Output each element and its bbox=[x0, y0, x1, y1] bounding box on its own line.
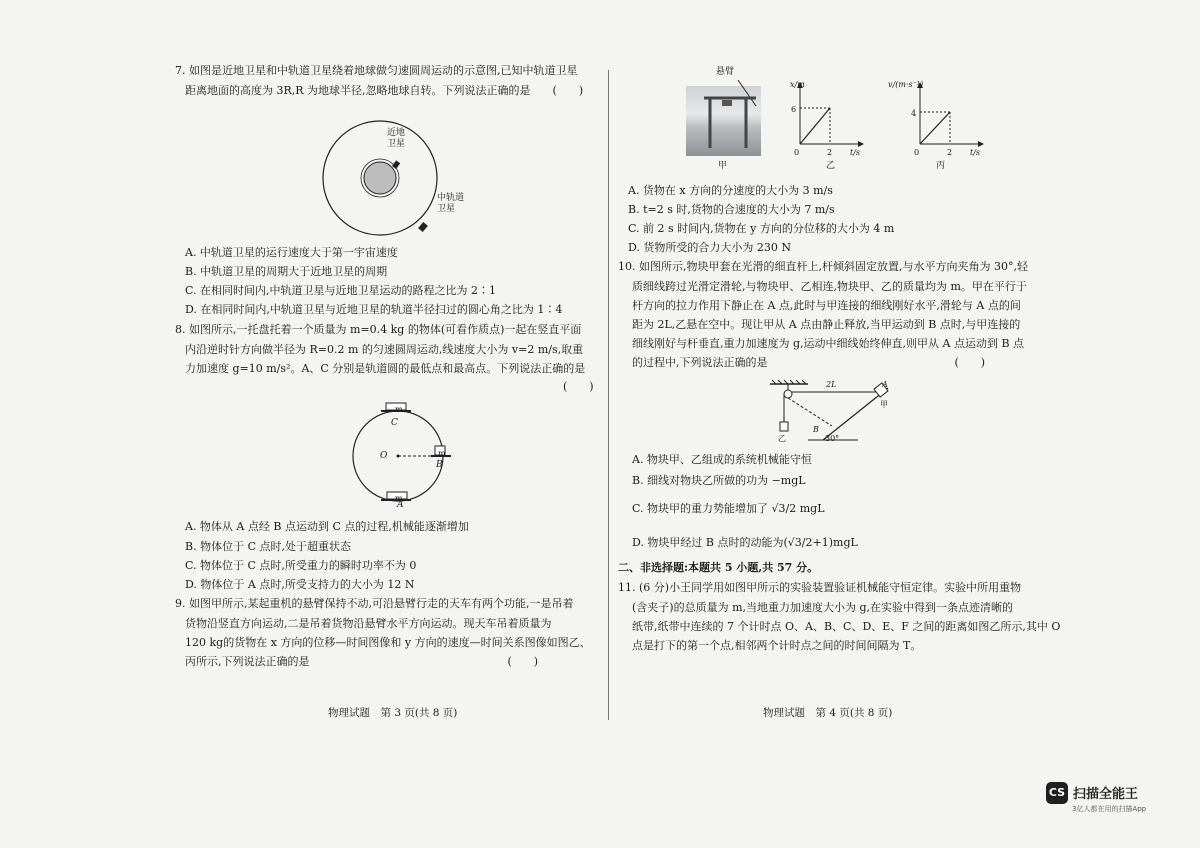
q9-option-a: A. 货物在 x 方向的分速度的大小为 3 m/s bbox=[628, 184, 833, 197]
q8-stem-line4: ( ) bbox=[563, 380, 594, 393]
q9-caption-bing: 丙 bbox=[936, 161, 946, 171]
q9-stem-line2: 货物沿竖直方向运动,二是吊着货物沿悬臂水平方向运动。现天车吊着质量为 bbox=[185, 617, 552, 630]
scanner-app-slogan: 3亿人都在用的扫描App bbox=[1072, 805, 1147, 813]
q7-option-b: B. 中轨道卫星的周期大于近地卫星的周期 bbox=[185, 265, 388, 278]
q10-label-jia: 甲 bbox=[880, 400, 888, 409]
q10-label-2l: 2L bbox=[826, 380, 837, 389]
q9-g2-ylabel: v/(m·s⁻¹) bbox=[888, 80, 924, 89]
q10-option-c: C. 物块甲的重力势能增加了 √3/2 mgL bbox=[632, 502, 825, 515]
q9-stem-line4: 丙所示,下列说法正确的是 ( ) bbox=[185, 655, 539, 668]
q9-g1-origin: 0 bbox=[794, 148, 800, 157]
left-page bbox=[175, 60, 605, 730]
q7-stem-line1: 7. 如图是近地卫星和中轨道卫星绕着地球做匀速圆周运动的示意图,已知中轨道卫星 bbox=[175, 64, 578, 77]
q8-label-o: O bbox=[380, 451, 388, 461]
q9-option-b: B. t=2 s 时,货物的合速度的大小为 7 m/s bbox=[628, 203, 835, 216]
q8-label-b: B bbox=[436, 460, 443, 470]
q10-option-d: D. 物块甲经过 B 点时的动能为(√3/2+1)mgL bbox=[632, 536, 858, 549]
q9-g1-ylabel: x/m bbox=[790, 80, 805, 89]
q10-label-30: 30° bbox=[825, 434, 840, 443]
q9-option-d: D. 货物所受的合力大小为 230 N bbox=[628, 241, 792, 254]
q7-option-d: D. 在相同时间内,中轨道卫星与近地卫星的轨道半径扫过的圆心角之比为 1∶4 bbox=[185, 303, 563, 316]
q10-option-b: B. 细线对物块乙所做的功为 −mgL bbox=[632, 474, 806, 487]
q7-near-label-2: 卫星 bbox=[387, 139, 406, 149]
q9-g2-origin: 0 bbox=[914, 148, 920, 157]
q7-orbit-figure bbox=[315, 108, 455, 246]
q7-stem-line2: 距离地面的高度为 3R,R 为地球半径,忽略地球自转。下列说法正确的是 ( ) bbox=[185, 84, 584, 97]
q8-label-m-side: m bbox=[438, 449, 446, 458]
q10-label-yi: 乙 bbox=[778, 434, 786, 443]
q9-g2-ytick: 4 bbox=[911, 109, 917, 118]
q11-stem-line2: (含夹子)的总质量为 m,当地重力加速度大小为 g,在实验中得到一条点迹清晰的 bbox=[632, 601, 1014, 614]
q10-stem-line1: 10. 如图所示,物块甲套在光滑的细直杆上,杆倾斜固定放置,与水平方向夹角为 30°,轻 bbox=[618, 260, 1028, 273]
q10-stem-line5: 细线刚好与杆垂直,重力加速度为 g,运动中细线始终伸直,则甲从 A 点运动到 B 点 bbox=[632, 337, 1025, 350]
q9-g2-xtick: 2 bbox=[947, 148, 953, 157]
q9-option-c: C. 前 2 s 时间内,货物在 y 方向的分位移的大小为 4 m bbox=[628, 222, 895, 235]
left-page-footer: 物理试题 第 3 页(共 8 页) bbox=[328, 707, 458, 719]
q10-stem-line3: 杆方向的拉力作用下静止在 A 点,此时与甲连接的细线刚好水平,滑轮与 A 点的间 bbox=[632, 299, 1021, 312]
right-page bbox=[618, 60, 1061, 730]
q9-g2-xlabel: t/s bbox=[970, 148, 981, 157]
q9-stem-line3: 120 kg的货物在 x 方向的位移—时间图像和 y 方向的速度—时间关系图像如图乙、 bbox=[185, 636, 591, 649]
q9-g1-xtick: 2 bbox=[827, 148, 833, 157]
q9-caption-jia: 甲 bbox=[718, 161, 728, 171]
crane-photo-overlay bbox=[686, 68, 766, 158]
q8-stem-line3: 力加速度 g=10 m/s²。A、C 分别是轨道圆的最低点和最高点。下列说法正确的是 bbox=[185, 362, 586, 375]
q8-option-a: A. 物体从 A 点经 B 点运动到 C 点的过程,机械能逐渐增加 bbox=[185, 520, 469, 533]
section-two-heading: 二、非选择题:本题共 5 小题,共 57 分。 bbox=[618, 561, 819, 574]
page-divider bbox=[608, 70, 609, 720]
q8-label-m-bottom: m bbox=[395, 494, 403, 503]
q8-label-m-top: m bbox=[395, 405, 403, 414]
q10-stem-line4: 距为 2L,乙悬在空中。现让甲从 A 点由静止释放,当甲运动到 B 点时,与甲连接的 bbox=[632, 318, 1021, 331]
q11-stem-line1: 11. (6 分)小王同学用如图甲所示的实验装置验证机械能守恒定律。实验中所用重物 bbox=[618, 581, 1022, 594]
q7-mid-label-2: 卫星 bbox=[437, 204, 456, 214]
scanner-app-name: 扫描全能王 bbox=[1073, 787, 1139, 802]
q7-option-a: A. 中轨道卫星的运行速度大于第一宇宙速度 bbox=[185, 246, 398, 259]
q7-mid-label-1: 中轨道 bbox=[437, 193, 465, 203]
q9-photo-label: 悬臂 bbox=[716, 67, 735, 77]
q10-option-a: A. 物块甲、乙组成的系统机械能守恒 bbox=[632, 453, 812, 466]
scanner-logo-icon: CS bbox=[1046, 782, 1068, 804]
q9-g1-xlabel: t/s bbox=[850, 148, 861, 157]
q8-stem-line2: 内沿逆时针方向做半径为 R=0.2 m 的匀速圆周运动,线速度大小为 v=2 m/s,取重 bbox=[185, 343, 584, 356]
q9-stem-line1: 9. 如图甲所示,某起重机的悬臂保持不动,可沿悬臂行走的天车有两个功能,一是吊着 bbox=[175, 597, 574, 610]
right-page-footer: 物理试题 第 4 页(共 8 页) bbox=[763, 707, 893, 719]
q10-stem-line6: 的过程中,下列说法正确的是 ( ) bbox=[632, 356, 986, 369]
q11-stem-line4: 点是打下的第一个点,相邻两个计时点之间的时间间隔为 T。 bbox=[632, 639, 922, 652]
q10-label-b: B bbox=[813, 425, 819, 434]
q9-caption-yi: 乙 bbox=[826, 161, 836, 171]
q8-stem-line1: 8. 如图所示,一托盘托着一个质量为 m=0.4 kg 的物体(可看作质点)一起在竖直平面 bbox=[175, 323, 582, 336]
q8-label-a: A bbox=[397, 500, 404, 510]
q8-option-b: B. 物体位于 C 点时,处于超重状态 bbox=[185, 540, 351, 553]
q8-option-d: D. 物体位于 A 点时,所受支持力的大小为 12 N bbox=[185, 578, 415, 591]
q10-label-a: A bbox=[882, 380, 888, 389]
q10-stem-line2: 质细线跨过光滑定滑轮,与物块甲、乙相连,物块甲、乙的质量均为 m。甲在平行于 bbox=[632, 280, 1027, 293]
q7-near-label-1: 近地 bbox=[387, 128, 406, 138]
q9-g1-ytick: 6 bbox=[791, 105, 797, 114]
q11-stem-line3: 纸带,纸带中连续的 7 个计时点 O、A、B、C、D、E、F 之间的距离如图乙所示,其中 O bbox=[632, 620, 1061, 633]
q8-option-c: C. 物体位于 C 点时,所受重力的瞬时功率不为 0 bbox=[185, 559, 417, 572]
q7-option-c: C. 在相同时间内,中轨道卫星与近地卫星运动的路程之比为 2∶1 bbox=[185, 284, 497, 297]
q8-label-c: C bbox=[391, 418, 398, 428]
